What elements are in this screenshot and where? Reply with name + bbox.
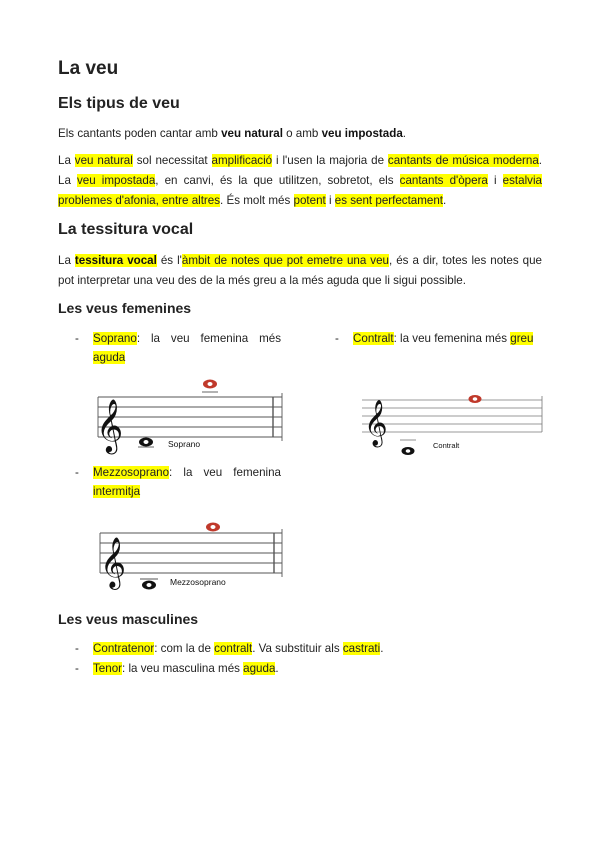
contralt-staff-label: Contralt bbox=[433, 441, 460, 450]
bullet-dash: - bbox=[75, 332, 79, 345]
soprano-staff bbox=[92, 375, 288, 455]
bullet-dash: - bbox=[75, 662, 79, 675]
paragraph-tipus-2: La veu natural sol necessitat amplificació i l'usen la majoria de cantants de música moderna. La veu impostada, en canvi, és la que utilitzen, sobretot, els cantants d'òpera i estalvia problemes d'afonia, entre altres. És molt més potent i es sent perfectament. bbox=[58, 154, 543, 207]
heading-tessitura-vocal: La tessitura vocal bbox=[58, 221, 194, 238]
bullet-dash: - bbox=[75, 466, 79, 479]
heading-veus-femenines: Les veus femenines bbox=[58, 300, 192, 316]
bullet-dash: - bbox=[335, 332, 339, 345]
paragraph-tessitura: La tessitura vocal és l'àmbit de notes que pot emetre una veu, és a dir, totes les notes que pot interpretar una veu des de la més greu a la més aguda que li sigui possible. bbox=[58, 254, 542, 287]
paragraph-tipus-1: Els cantants poden cantar amb veu natural o amb veu impostada. bbox=[58, 127, 407, 140]
mezzosoprano-staff bbox=[96, 515, 290, 595]
list-item-mezzosoprano: - Mezzosoprano: la veu femenina intermitja bbox=[93, 463, 281, 501]
list-item-tenor: - Tenor: la veu masculina més aguda. bbox=[93, 659, 542, 678]
list-item-contratenor: - Contratenor: com la de contralt. Va substituir als castrati. bbox=[93, 639, 542, 658]
treble-clef-icon: 𝄞 bbox=[100, 537, 127, 588]
page-title: La veu bbox=[58, 58, 119, 79]
list-item-soprano: - Soprano: la veu femenina més aguda bbox=[93, 329, 281, 367]
treble-clef-icon: 𝄞 bbox=[364, 400, 388, 446]
soprano-staff-label: Soprano bbox=[168, 439, 201, 449]
mezzosoprano-staff-label: Mezzosoprano bbox=[170, 577, 226, 587]
treble-clef-icon: 𝄞 bbox=[96, 398, 124, 452]
list-item-contralt: - Contralt: la veu femenina més greu bbox=[353, 329, 542, 348]
heading-tipus-de-veu: Els tipus de veu bbox=[58, 95, 180, 112]
heading-veus-masculines: Les veus masculines bbox=[58, 611, 199, 627]
bullet-dash: - bbox=[75, 642, 79, 655]
contralt-staff bbox=[356, 382, 546, 460]
